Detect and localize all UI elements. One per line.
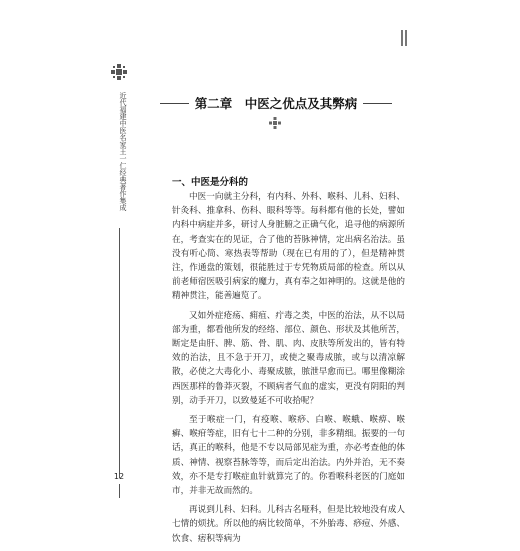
paragraph: 至于喉症一门，有疫喉、喉痧、白喉、喉蛾、喉痹、喉癣、喉疳等症，旧有七十二种的分别，非多精细。振要的一句话，真正的喉科，他是不专以局部见症为重，亦必考查他的体质、神情、视察苔脉等等，而后定出治法。内外并治，无不奏效，亦不是专打喉症血针就算完了的。你看喉科老医的门庭如市，并非无故而然的。 bbox=[172, 415, 405, 497]
heading-rule-left bbox=[160, 103, 189, 104]
paragraph: 中医一向就主分科，有内科、外科、喉科、儿科、妇科、针灸科、推拿科、伤科、眼科等等。每科都有他的长处，譬如内科中病症并多，研讨人身脏腑之正确气化，追寻他的病源所在，考查实在的见证，合了他的苔脉神情，定出病名治法。虽没有听心筒、寒热表等帮助（现在已有用的了），但是精神贯注，作通盘的策划，很能胜过于专凭物质局部的检查。所以从前老师宿医吸引病家的魔力，真有奉之如神明的。这就是他的精神贯注，能善遍览了。 bbox=[172, 192, 405, 302]
body-text bbox=[172, 190, 405, 551]
chapter-title: 第二章 中医之优点及其弊病 bbox=[194, 96, 358, 111]
page-number-rule bbox=[119, 484, 120, 498]
paragraph: 再说到儿科、妇科。儿科古名哑科，但是比较地没有成人七情的烦扰。所以他的病比较简单，不外胎毒、痧痘、外感、饮食、痞积等病为 bbox=[172, 505, 405, 544]
page-number: 12 bbox=[113, 472, 125, 481]
chapter-ornament-icon bbox=[269, 117, 281, 129]
margin-mark-icon bbox=[401, 30, 407, 46]
margin-rule bbox=[119, 228, 120, 478]
section-title: 一、中医是分科的 bbox=[172, 177, 249, 188]
ornament-icon bbox=[111, 64, 127, 80]
paragraph: 又如外症疮疡、痈疽、疔毒之类，中医的治法，从不以局部为重，都看他所发的经络、部位、颜色、形状及其他所苦，断定是由肝、脾、筋、骨、肌、肉、皮肤等所发出的，皆有特效的治法，且不急于开刀，或使之聚毒成脓，或与以清凉解散，必使之大毒化小、毒聚成脓，脓泄早愈而已。哪里像糊涂西医那样的鲁莽灭裂，不顾病者气血的虚实，更没有阴阳的判别，动手开刀，以致曼延不可收拾呢？ bbox=[172, 310, 405, 406]
heading-rule-right bbox=[363, 103, 392, 104]
running-header: 近代福建中医名家王一仁经典著作集成 bbox=[119, 92, 127, 211]
chapter-heading bbox=[160, 94, 392, 112]
